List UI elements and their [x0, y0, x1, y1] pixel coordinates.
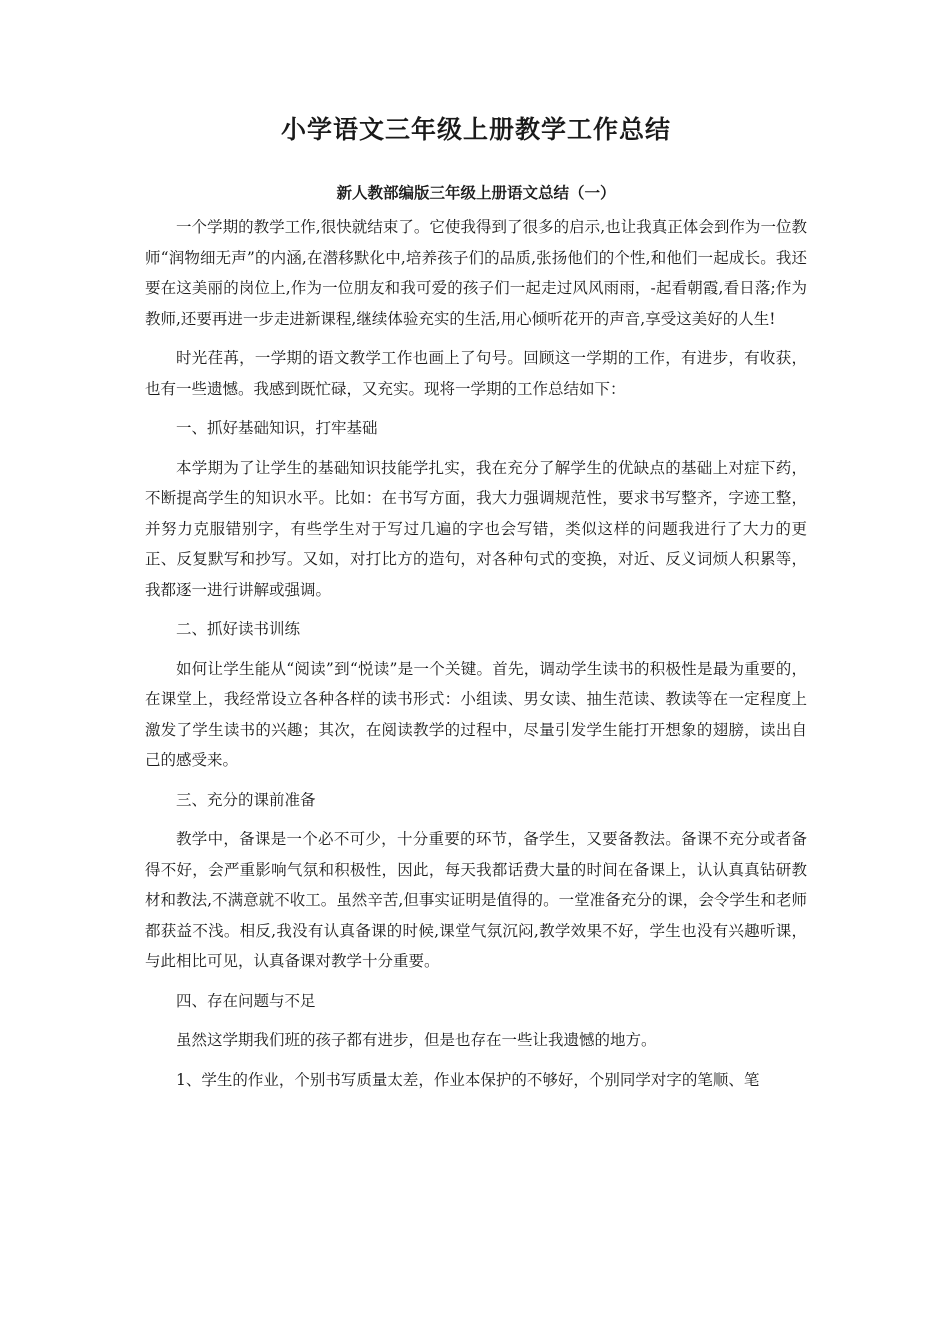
document-title: 小学语文三年级上册教学工作总结	[280, 115, 671, 144]
section-heading-basics: 一、抓好基础知识，打牢基础	[176, 419, 378, 437]
document-subtitle: 新人教部编版三年级上册语文总结（一）	[336, 184, 616, 202]
section-heading-reading: 二、抓好读书训练	[176, 620, 301, 638]
section-heading-preparation: 三、充分的课前准备	[176, 790, 316, 809]
section-heading-problems: 四、存在问题与不足	[176, 991, 316, 1010]
paragraph-problem-1: 1、学生的作业，个别书写质量太差，作业本保护的不够好，个别同学对字的笔顺、笔	[176, 1070, 760, 1089]
paragraph-basics: 本学期为了让学生的基础知识技能学扎实，我在充分了解学生的优缺点的基础上对症下药，不断提高学生的知识水平。比如：在书写方面，我大力强调规范性，要求书写整齐，字迹工整，并努力克服错别字，有些学生对于写过几遍的字也会写错，类似这样的问题我进行了大力的更正、反复默写和抄写。又如，对打比方的造句，对各种句式的变换，对近、反义词烦人积累等，我都逐一进行讲解或强调。	[145, 458, 807, 599]
paragraph-reading: 如何让学生能从“阅读”到“悦读”是一个关键。首先，调动学生读书的积极性是最为重要的，在课堂上，我经常设立各种各样的读书形式：小组读、男女读、抽生范读、教读等在一定程度上激发了学生读书的兴趣；其次，在阅读教学的过程中，尽量引发学生能打开想象的翅膀，读出自己的感受来。	[145, 659, 807, 769]
paragraph-intro: 一个学期的教学工作,很快就结束了。它使我得到了很多的启示,也让我真正体会到作为一位教师“润物细无声”的内涵,在潜移默化中,培养孩子们的品质,张扬他们的个性,和他们一起成长。我还要在这美丽的岗位上,作为一位朋友和我可爱的孩子们一起走过风风雨雨，-起看朝霞,看日落;作为教师,还要再进一步走进新课程,继续体验充实的生活,用心倾听花开的声音,享受这美好的人生!	[145, 218, 807, 328]
paragraph-problems-intro: 虽然这学期我们班的孩子都有进步，但是也存在一些让我遗憾的地方。	[176, 1031, 657, 1049]
paragraph-preparation: 教学中，备课是一个必不可少，十分重要的环节，备学生，又要备教法。备课不充分或者备得不好，会严重影响气氛和积极性，因此，每天我都话费大量的时间在备课上，认认真真钻研教材和教法,不满意就不收工。虽然辛苦,但事实证明是值得的。一堂准备充分的课，会令学生和老师都获益不浅。相反,我没有认真备课的时候,课堂气氛沉闷,教学效果不好，学生也没有兴趣听课，与此相比可见，认真备课对教学十分重要。	[145, 830, 807, 970]
paragraph-review: 时光荏苒，一学期的语文教学工作也画上了句号。回顾这一学期的工作，有进步，有收获，也有一些遗憾。我感到既忙碌，又充实。现将一学期的工作总结如下：	[145, 349, 807, 398]
